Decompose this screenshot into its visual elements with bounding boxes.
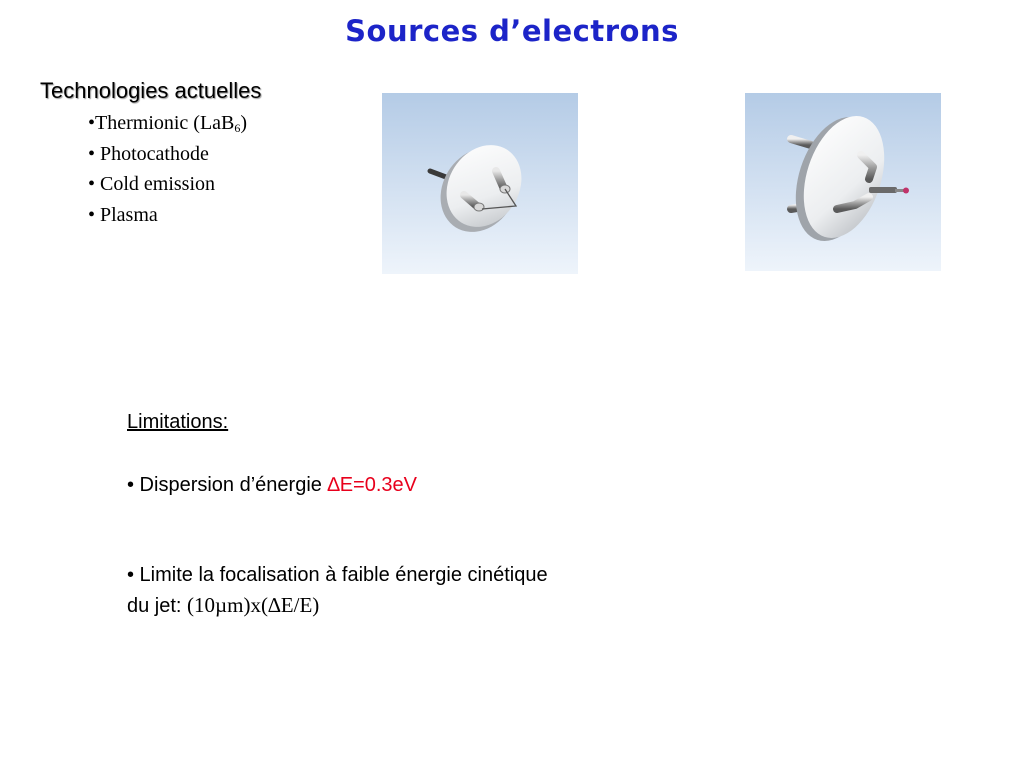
energy-dispersion-text: • Dispersion d’énergie	[127, 474, 328, 496]
limitations-heading: Limitations:	[127, 411, 229, 433]
list-item-thermionic	[88, 110, 247, 141]
technology-list	[88, 110, 247, 232]
section-heading: Technologies actuelles	[40, 78, 262, 103]
cold-emission-source-image	[745, 93, 941, 271]
focusing-formula: (10µm)x(∆E/E)	[187, 593, 320, 617]
thermionic-source-image	[382, 93, 578, 274]
focusing-text-line1: • Limite la focalisation à faible énergie cinétique	[127, 564, 548, 586]
slide-title: Sources d’electrons	[345, 14, 679, 48]
list-item-plasma: • Plasma	[88, 203, 158, 226]
focusing-text-prefix: du jet:	[127, 595, 188, 617]
limitation-focusing	[127, 560, 687, 621]
limitation-energy-dispersion	[127, 470, 687, 500]
focusing-text-line2	[127, 590, 687, 621]
thermionic-suffix: )	[240, 112, 248, 134]
thermionic-label: •Thermionic (LaB	[88, 112, 235, 134]
thermionic-subscript: 6	[234, 121, 241, 135]
limitations-block	[127, 407, 687, 621]
list-item-cold-emission: • Cold emission	[88, 173, 216, 195]
list-item-photocathode: • Photocathode	[88, 142, 209, 165]
energy-dispersion-value: ∆E=0.3eV	[327, 474, 417, 496]
